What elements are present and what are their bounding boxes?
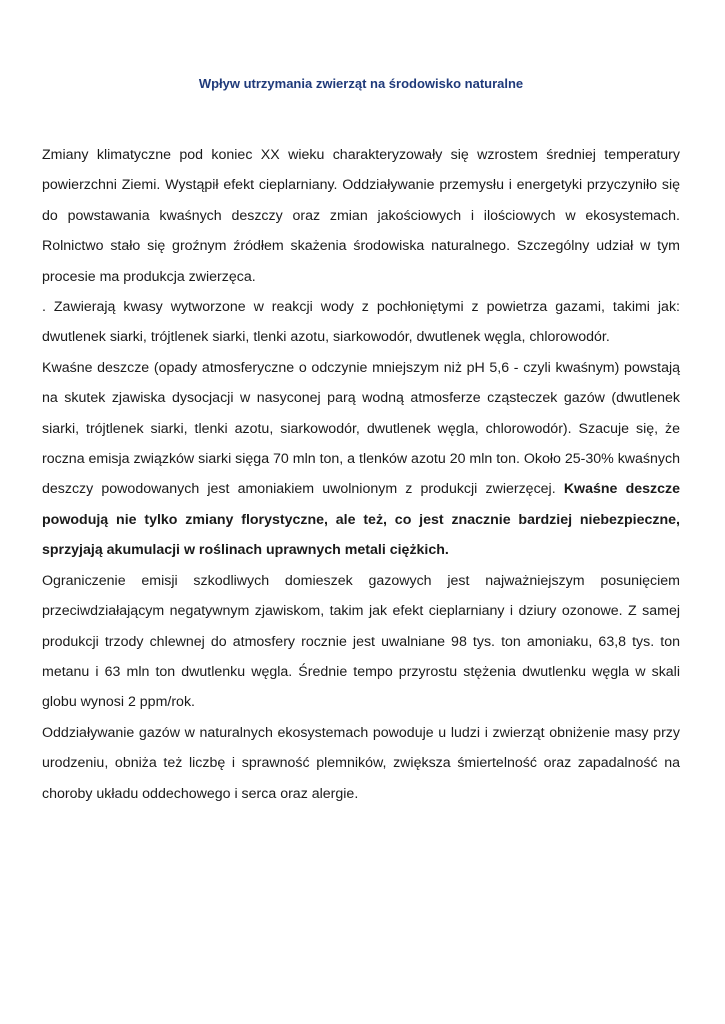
paragraph-acids: . Zawierają kwasy wytworzone w reakcji wody z pochłoniętymi z powietrza gazami, takimi jak: dwutlenek siarki, trójtlenek siarki, tlenki azotu, siarkowodór, dwutlenek węgla, chlorowodór. — [42, 299, 680, 346]
page-title: Wpływ utrzymania zwierząt na środowisko naturalne — [198, 76, 524, 91]
document-page — [42, 74, 680, 809]
paragraph-acid-rain-text: Kwaśne deszcze (opady atmosferyczne o odczynie mniejszym niż pH 5,6 - czyli kwaśnym) powstają na skutek zjawiska dysocjacji w nasyconej parą wodną atmosferze cząsteczek gazów (dwutlenek siarki, trójtlenek siarki, tlenki azotu, siarkowodór, dwutlenek węgla, chlorowodór). Szacuje się, że roczna emisja związków siarki sięga 70 mln ton, a tlenków azotu 20 mln ton. Około 25-30% kwaśnych deszczy powodowanych jest amoniakiem uwolnionym z produkcji zwierzęcej. — [42, 359, 680, 498]
paragraph-emissions: Ograniczenie emisji szkodliwych domieszek gazowych jest najważniejszym posunięciem przeciwdziałającym negatywnym zjawiskom, takim jak efekt cieplarniany i dziury ozonowe. Z samej produkcji trzody chlewnej do atmosfery rocznie jest uwalniane 98 tys. ton amoniaku, 63,8 tys. ton metanu i 63 mln ton dwutlenku węgla. Średnie tempo przyrostu stężenia dwutlenku węgla w skali globu wynosi 2 ppm/rok. — [42, 572, 680, 711]
paragraph-acid-rain — [42, 353, 680, 566]
paragraph-climate: Zmiany klimatyczne pod koniec XX wieku charakteryzowały się wzrostem średniej temperatury powierzchni Ziemi. Wystąpił efekt cieplarniany. Oddziaływanie przemysłu i energetyki przyczyniło się do powstawania kwaśnych deszczy oraz zmian jakościowych i ilościowych w ekosystemach. Rolnictwo stało się groźnym źródłem skażenia środowiska naturalnego. Szczególny udział w tym procesie ma produkcja zwierzęca. — [42, 147, 680, 285]
paragraph-acid-rain-bold: Kwaśne deszcze powodują nie tylko zmiany florystyczne, ale też, co jest znacznie bardziej niebezpieczne, sprzyjają akumulacji w roślinach uprawnych metali ciężkich. — [42, 481, 681, 559]
paragraph-effects: Oddziaływanie gazów w naturalnych ekosystemach powoduje u ludzi i zwierząt obniżenie masy przy urodzeniu, obniża też liczbę i sprawność plemników, zwiększa śmiertelność oraz zapadalność na choroby układu oddechowego i serca oraz alergie. — [42, 724, 680, 802]
